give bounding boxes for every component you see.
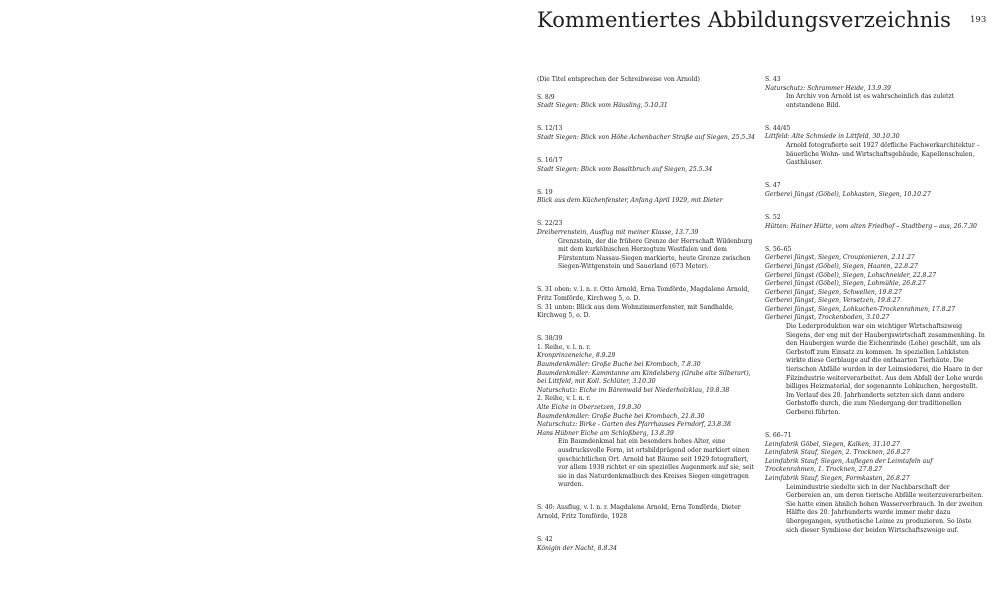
caption-label: 1. Reihe, v. l. n. r. xyxy=(537,343,591,351)
caption-entry xyxy=(537,536,757,553)
caption-entry xyxy=(765,214,985,231)
caption-title: Gerberei Jüngst, Siegen, Croupionieren, 2.11.27 xyxy=(765,254,915,262)
caption-label: S. 8/9 xyxy=(537,93,555,101)
caption-label: S. 31 oben: v. l. n. r. Otto Arnold, Erna Tomförde, Magdalene Arnold, Fritz Tomförde, Kirchweg 5, o. D. xyxy=(537,286,750,302)
caption-label: S. 52 xyxy=(765,214,781,222)
caption-title: Baumdenkmäler: Kammtanne am Kindelsberg (Grube alte Silberart), bei Littfeld, mit Koll. Schlüter, 3.10.30 xyxy=(537,369,751,386)
caption-title: Gerberei Jüngst (Göbel), Siegen, Lohschneider, 22.8.27 xyxy=(765,271,937,279)
caption-title: Hans Hübner Eiche am Schloßberg, 13.8.39 xyxy=(537,429,674,437)
caption-entry xyxy=(537,94,757,111)
caption-commentary: Arnold fotografierte seit 1927 dörfliche Fachwerkarchitektur – bäuerliche Wohn- und Wirtschaftsgebäude, Kapellenschulen, Gasthäuser. xyxy=(786,142,980,167)
caption-title: Leimfabrik Stauf, Siegen, Formkasten, 26.8.27 xyxy=(765,475,910,483)
caption-title: Gerberei Jüngst, Siegen, Lohkuchen-Trockenrahmen, 17.8.27 xyxy=(765,305,956,313)
caption-commentary: Ein Baumdenkmal hat ein besonders hohes Alter, eine ausdrucksvolle Form, ist ortsbildprägend oder markiert einen geschichtlichen Ort. Arnold hat Bäume seit 1929 fotografiert, vor allem 1938 richtet er ein spezielles Augenmerk auf sie, seit sie in das Naturdenkmalbuch des Kreises Siegen eingetragen wurden. xyxy=(558,438,754,489)
caption-title: Alte Eiche in Oberzetzen, 19.8.30 xyxy=(537,404,641,412)
caption-title: Baumdenkmäler: Große Buche bei Krombach, 7.8.30 xyxy=(537,361,701,369)
caption-commentary: Die Lederproduktion war ein wichtiger Wirtschaftszweig Siegens, der eng mit der Haubergswirtschaft zusammenhing. In den Haubergen wurde die Eichenrinde (Lohe) geschält, um als Gerbstoff zum Einsatz zu kommen. In speziellen Lohkästen wirkte diese Gerblauge auf die enthaarten Tierhäute. Die tierischen Abfälle wurden in der Leimsiederei, die Haare in der Filzindustrie weiterverarbeitet. Aus dem Abfall der Lohe wurde billiges Heizmaterial, der sogenannte Lohkuchen, hergestellt. Im Verlauf des 20. Jahrhunderts setzten sich dann andere Gerbstoffe durch, die zum Niedergang der traditionellen Gerberei führten. xyxy=(786,323,985,416)
caption-entry xyxy=(765,432,985,535)
caption-label: S. 19 xyxy=(537,188,553,196)
caption-entry xyxy=(765,125,985,168)
caption-title: Gerberei Jüngst, Siegen, Schwellen, 19.8.27 xyxy=(765,288,902,296)
caption-label: S. 16/17 xyxy=(537,156,563,164)
caption-entry xyxy=(765,76,985,110)
caption-entry xyxy=(765,182,985,199)
caption-title: Gerberei Jüngst, Trockenboden, 3.10.27 xyxy=(765,314,890,322)
caption-entry xyxy=(537,125,757,142)
caption-title: Naturschutz: Birke - Garten des Pfarrhauses Ferndorf, 23.8.38 xyxy=(537,421,731,429)
caption-title: Littfeld: Alte Schmiede in Littfeld, 30.10.30 xyxy=(765,133,900,141)
caption-label: S. 12/13 xyxy=(537,125,563,133)
caption-title: Gerberei Jüngst (Göbel), Siegen, Lohmühle, 26.8.27 xyxy=(765,280,926,288)
right-column xyxy=(765,76,985,550)
caption-title: Dreiherrenstein, Ausflug mit meiner Klasse, 13.7.39 xyxy=(537,228,699,236)
caption-entry xyxy=(537,286,757,320)
caption-title: Gerberei Jüngst (Göbel), Siegen, Haaren, 22.8.27 xyxy=(765,262,918,270)
caption-label: S. 22/23 xyxy=(537,220,563,228)
caption-entry xyxy=(537,220,757,272)
caption-entry xyxy=(537,189,757,206)
caption-commentary: Leimindustrie siedelte sich in der Nachbarschaft der Gerbereien an, um deren tierische Abfälle weiterzuverarbeiten. Sie hatte einen ähnlich hohen Wasserverbrauch. In der zweiten Hälfte des 20. Jahrhunderts wurde immer mehr dazu übergegangen, synthetische Leime zu produzieren. So löste sich dieser Symbiose der beiden Wirtschaftszweige auf. xyxy=(786,483,984,534)
caption-label: S. 44/45 xyxy=(765,124,791,132)
caption-title: Stadt Siegen: Blick vom Basaltbruch auf Siegen, 25.5.34 xyxy=(537,165,713,173)
caption-title: Blick aus dem Küchenfenster, Anfang April 1929, mit Dieter xyxy=(537,197,723,205)
caption-entry xyxy=(537,504,757,521)
caption-commentary: Grenzstein, der die frühere Grenze der Herrschaft Wildenburg mit dem kurkölnischen Herzogtum Westfalen und dem Fürstentum Nassau-Siegen markierte, heute Grenze zwischen Siegen-Wittgenstein und Sauerland (673 Meter). xyxy=(558,237,753,271)
caption-title: Gerberei Jüngst (Göbel), Lohkasten, Siegen, 10.10.27 xyxy=(765,190,931,198)
caption-title: Gerberei Jüngst, Siegen, Versetzen, 19.8.27 xyxy=(765,297,901,305)
caption-title: Leimfabrik Stauf, Siegen, Auflegen der Leimtafeln auf Trockenrahmen, 1. Trocknen, 27.8.27 xyxy=(765,457,933,474)
caption-label: S. 40: Ausflug, v. l. n. r. Magdalene Arnold, Erna Tomförde, Dieter Arnold, Fritz Tomförde, 1928 xyxy=(537,504,741,521)
caption-title: Kronprinzeneiche, 8.9.29 xyxy=(537,352,616,360)
caption-label: S. 31 unten: Blick aus dem Wohnzimmerfenster, mit Sandhalde, Kirchweg 5, o. D. xyxy=(537,303,734,320)
caption-label: S. 66–71 xyxy=(765,432,792,440)
caption-title: Stadt Siegen: Blick von Höhe Achenbacher Straße auf Siegen, 25.5.34 xyxy=(537,133,755,141)
caption-label: S. 38/39 xyxy=(537,335,563,343)
caption-label: S. 56–65 xyxy=(765,245,792,253)
caption-title: Naturschutz: Eiche im Bärenwald bei Niederholzklau, 19.8.38 xyxy=(537,386,730,394)
page-title: Kommentiertes Abbildungsverzeichnis xyxy=(537,8,952,32)
caption-label: S. 42 xyxy=(537,536,553,544)
caption-title: Baumdenkmäler: Große Buche bei Krombach, 21.8.30 xyxy=(537,412,705,420)
caption-commentary: Im Archiv von Arnold ist es wahrscheinlich das zuletzt entstandene Bild. xyxy=(786,93,955,109)
caption-title: Hütten: Hainer Hütte, vom alten Friedhof – Stadtberg – aus, 26.7.30 xyxy=(765,222,977,230)
caption-label: S. 47 xyxy=(765,182,781,190)
caption-title: Königin der Nacht, 8.8.34 xyxy=(537,544,618,552)
caption-label: S. 43 xyxy=(765,76,781,83)
intro-note: (Die Titel entsprechen der Schreibweise von Arnold) xyxy=(537,76,700,83)
caption-title: Stadt Siegen: Blick vom Häusling, 5.10.31 xyxy=(537,102,668,110)
caption-entry xyxy=(765,246,985,418)
caption-title: Leimfabrik Göbel, Siegen, Kalken, 31.10.27 xyxy=(765,440,900,448)
caption-label: 2. Reihe, v. l. n. r. xyxy=(537,395,591,403)
caption-entry xyxy=(537,157,757,174)
left-column xyxy=(537,76,757,568)
caption-title: Naturschutz: Schrammer Heide, 13.9.39 xyxy=(765,84,891,92)
caption-entry xyxy=(537,335,757,490)
page-number: 193 xyxy=(970,15,987,25)
caption-title: Leimfabrik Stauf, Siegen, 2. Trocknen, 26.8.27 xyxy=(765,449,910,457)
